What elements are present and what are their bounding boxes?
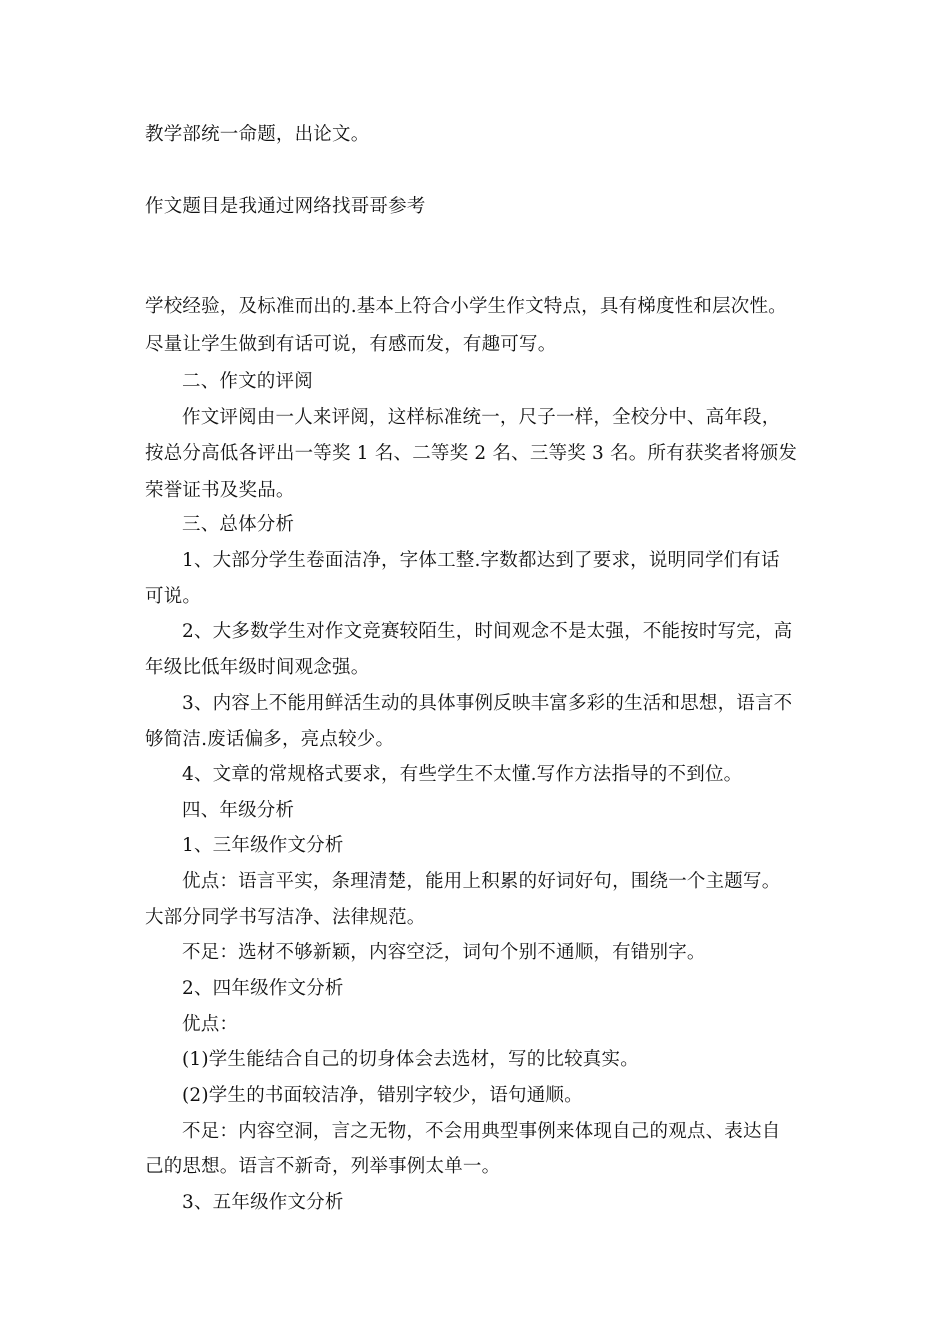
paragraph-line: 优点：语言平实，条理清楚，能用上积累的好词好句，围绕一个主题写。: [182, 871, 781, 892]
paragraph-line: 年级比低年级时间观念强。: [145, 657, 370, 678]
subsection-heading: 2、四年级作文分析: [182, 978, 344, 999]
paragraph-line: 不足：内容空洞，言之无物，不会用典型事例来体现自己的观点、表达自: [182, 1121, 781, 1142]
paragraph-line: 够简洁.废话偏多，亮点较少。: [145, 729, 395, 750]
paragraph-line: 作文题目是我通过网络找哥哥参考: [145, 196, 426, 217]
section-heading: 四、年级分析: [182, 800, 295, 821]
paragraph-line: 学校经验，及标准而出的.基本上符合小学生作文特点，具有梯度性和层次性。: [145, 296, 787, 317]
section-heading: 三、总体分析: [182, 514, 295, 535]
paragraph-line: 尽量让学生做到有话可说，有感而发，有趣可写。: [145, 334, 557, 355]
subsection-heading: 1、三年级作文分析: [182, 835, 344, 856]
list-item: (2)学生的书面较洁净，错别字较少，语句通顺。: [182, 1085, 583, 1106]
paragraph-line: 1、大部分学生卷面洁净，字体工整.字数都达到了要求，说明同学们有话: [182, 550, 780, 571]
paragraph-line: 大部分同学书写洁净、法律规范。: [145, 907, 426, 928]
section-heading: 二、作文的评阅: [182, 371, 313, 392]
paragraph-line: 优点：: [182, 1014, 239, 1035]
paragraph-line: 不足：选材不够新颖，内容空泛，词句个别不通顺，有错别字。: [182, 942, 706, 963]
paragraph-line: 教学部统一命题，出论文。: [145, 124, 370, 145]
paragraph-line: 可说。: [145, 586, 202, 607]
paragraph-line: 2、大多数学生对作文竞赛较陌生，时间观念不是太强，不能按时写完，高: [182, 621, 793, 642]
paragraph-line: 己的思想。语言不新奇，列举事例太单一。: [145, 1156, 501, 1177]
paragraph-line: 荣誉证书及奖品。: [145, 480, 295, 501]
paragraph-line: 4、文章的常规格式要求，有些学生不太懂.写作方法指导的不到位。: [182, 764, 743, 785]
paragraph-line: 3、内容上不能用鲜活生动的具体事例反映丰富多彩的生活和思想，语言不: [182, 693, 793, 714]
paragraph-line: 作文评阅由一人来评阅，这样标准统一，尺子一样，全校分中、高年段，: [182, 407, 781, 428]
list-item: (1)学生能结合自己的切身体会去选材，写的比较真实。: [182, 1049, 639, 1070]
paragraph-line: 按总分高低各评出一等奖 1 名、二等奖 2 名、三等奖 3 名。所有获奖者将颁发: [145, 443, 798, 464]
subsection-heading: 3、五年级作文分析: [182, 1192, 344, 1213]
